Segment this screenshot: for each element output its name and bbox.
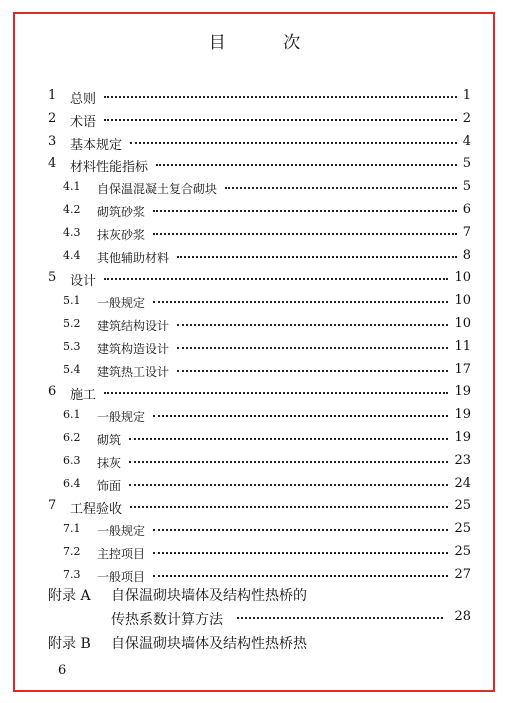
toc-subsection-entry[interactable]	[0, 453, 509, 473]
entry-number: 5.4	[63, 363, 81, 376]
dot-leader	[156, 164, 457, 166]
entry-title: 主控项目	[97, 547, 146, 561]
dot-leader	[153, 552, 448, 554]
toc-subsection-entry[interactable]	[0, 179, 509, 199]
entry-page: 27	[454, 567, 471, 582]
entry-page: 25	[454, 521, 471, 536]
entry-title: 建筑结构设计	[97, 319, 170, 333]
dot-leader	[104, 278, 448, 280]
entry-number: 4.1	[63, 180, 81, 193]
entry-number: 5.3	[63, 340, 81, 353]
dot-leader	[153, 210, 457, 212]
dot-leader	[177, 324, 448, 326]
entry-title: 抹灰砂浆	[97, 228, 146, 242]
entry-page: 19	[454, 407, 471, 422]
entry-title: 建筑构造设计	[97, 342, 170, 356]
toc-subsection-entry[interactable]	[0, 476, 509, 496]
entry-title: 总则	[70, 92, 97, 107]
appendix-b-title-line1: 自保温砌块墙体及结构性热桥热	[111, 636, 307, 652]
dot-leader	[153, 233, 457, 235]
entry-page: 10	[454, 270, 471, 285]
entry-number: 7	[48, 498, 57, 513]
appendix-a-entry[interactable]	[0, 585, 509, 605]
toc-chapter-entry[interactable]	[0, 270, 509, 290]
toc-chapter-entry[interactable]	[0, 88, 509, 108]
entry-page: 25	[454, 544, 471, 559]
entry-title: 建筑热工设计	[97, 365, 170, 379]
entry-title: 抹灰	[97, 456, 122, 470]
toc-chapter-entry[interactable]	[0, 111, 509, 131]
entry-number: 6	[48, 384, 57, 399]
toc-subsection-entry[interactable]	[0, 362, 509, 382]
appendix-a-title-line1: 自保温砌块墙体及结构性热桥的	[111, 588, 307, 604]
entry-page: 7	[462, 225, 471, 240]
entry-title: 基本规定	[70, 138, 123, 153]
entry-page: 17	[454, 362, 471, 377]
toc-title: 目 次	[208, 33, 327, 53]
dot-leader	[153, 301, 448, 303]
entry-number: 7.1	[63, 522, 81, 535]
toc-chapter-entry[interactable]	[0, 156, 509, 176]
entry-page: 11	[454, 339, 471, 354]
dot-leader	[153, 529, 448, 531]
dot-leader	[129, 438, 448, 440]
dot-leader	[225, 187, 457, 189]
entry-page: 19	[454, 430, 471, 445]
dot-leader	[237, 617, 443, 619]
toc-subsection-entry[interactable]	[0, 316, 509, 336]
dot-leader	[177, 347, 448, 349]
toc-chapter-entry[interactable]	[0, 498, 509, 518]
entry-number: 2	[48, 111, 57, 126]
entry-page: 23	[454, 453, 471, 468]
appendix-a-entry-continued[interactable]	[0, 609, 509, 629]
entry-page: 6	[462, 202, 471, 217]
entry-title: 一般项目	[97, 570, 146, 584]
dot-leader	[104, 96, 457, 98]
toc-subsection-entry[interactable]	[0, 293, 509, 313]
toc-subsection-entry[interactable]	[0, 544, 509, 564]
entry-page: 5	[462, 156, 471, 171]
dot-leader	[177, 256, 457, 258]
entry-title: 术语	[70, 115, 97, 130]
entry-number: 4.2	[63, 203, 81, 216]
entry-number: 7.3	[63, 568, 81, 581]
entry-page: 25	[454, 498, 471, 513]
entry-number: 1	[48, 88, 57, 103]
toc-subsection-entry[interactable]	[0, 407, 509, 427]
appendix-a-page: 28	[454, 609, 471, 624]
entry-number: 7.2	[63, 545, 81, 558]
entry-number: 4.3	[63, 226, 81, 239]
entry-page: 24	[454, 476, 471, 491]
entry-page: 2	[462, 111, 471, 126]
entry-title: 一般规定	[97, 410, 146, 424]
entry-title: 材料性能指标	[70, 160, 149, 175]
entry-number: 6.3	[63, 454, 81, 467]
entry-page: 1	[462, 88, 471, 103]
appendix-b-entry[interactable]	[0, 633, 509, 653]
entry-title: 其他辅助材料	[97, 251, 170, 265]
entry-page: 10	[454, 316, 471, 331]
entry-title: 一般规定	[97, 524, 146, 538]
entry-page: 4	[462, 134, 471, 149]
entry-number: 6.1	[63, 408, 81, 421]
toc-subsection-entry[interactable]	[0, 225, 509, 245]
dot-leader	[153, 415, 448, 417]
toc-chapter-entry[interactable]	[0, 384, 509, 404]
entry-page: 19	[454, 384, 471, 399]
page-number: 6	[58, 663, 67, 678]
dot-leader	[130, 506, 448, 508]
entry-number: 4.4	[63, 249, 81, 262]
entry-number: 4	[48, 156, 57, 171]
toc-subsection-entry[interactable]	[0, 430, 509, 450]
entry-number: 6.4	[63, 477, 81, 490]
appendix-a-title-line2: 传热系数计算方法	[111, 612, 223, 628]
dot-leader	[104, 392, 448, 394]
entry-page: 10	[454, 293, 471, 308]
entry-title: 砌筑	[97, 433, 122, 447]
dot-leader	[129, 484, 448, 486]
dot-leader	[129, 461, 448, 463]
entry-number: 6.2	[63, 431, 81, 444]
entry-page: 5	[462, 179, 471, 194]
dot-leader	[177, 370, 448, 372]
toc-chapter-entry[interactable]	[0, 134, 509, 154]
entry-page: 8	[462, 248, 471, 263]
entry-title: 砌筑砂浆	[97, 205, 146, 219]
dot-leader	[104, 119, 457, 121]
toc-subsection-entry[interactable]	[0, 567, 509, 587]
toc-subsection-entry[interactable]	[0, 202, 509, 222]
toc-subsection-entry[interactable]	[0, 248, 509, 268]
appendix-a-number: 附录 A	[48, 588, 91, 604]
entry-title: 工程验收	[70, 502, 123, 517]
appendix-b-number: 附录 B	[48, 636, 91, 652]
toc-subsection-entry[interactable]	[0, 339, 509, 359]
entry-number: 5.1	[63, 294, 81, 307]
dot-leader	[153, 575, 448, 577]
entry-number: 5	[48, 270, 57, 285]
entry-title: 一般规定	[97, 296, 146, 310]
dot-leader	[130, 142, 457, 144]
entry-title: 饰面	[97, 479, 122, 493]
entry-title: 施工	[70, 388, 97, 403]
entry-title: 自保温混凝土复合砌块	[97, 182, 218, 196]
toc-subsection-entry[interactable]	[0, 521, 509, 541]
entry-title: 设计	[70, 274, 97, 289]
entry-number: 5.2	[63, 317, 81, 330]
entry-number: 3	[48, 134, 57, 149]
